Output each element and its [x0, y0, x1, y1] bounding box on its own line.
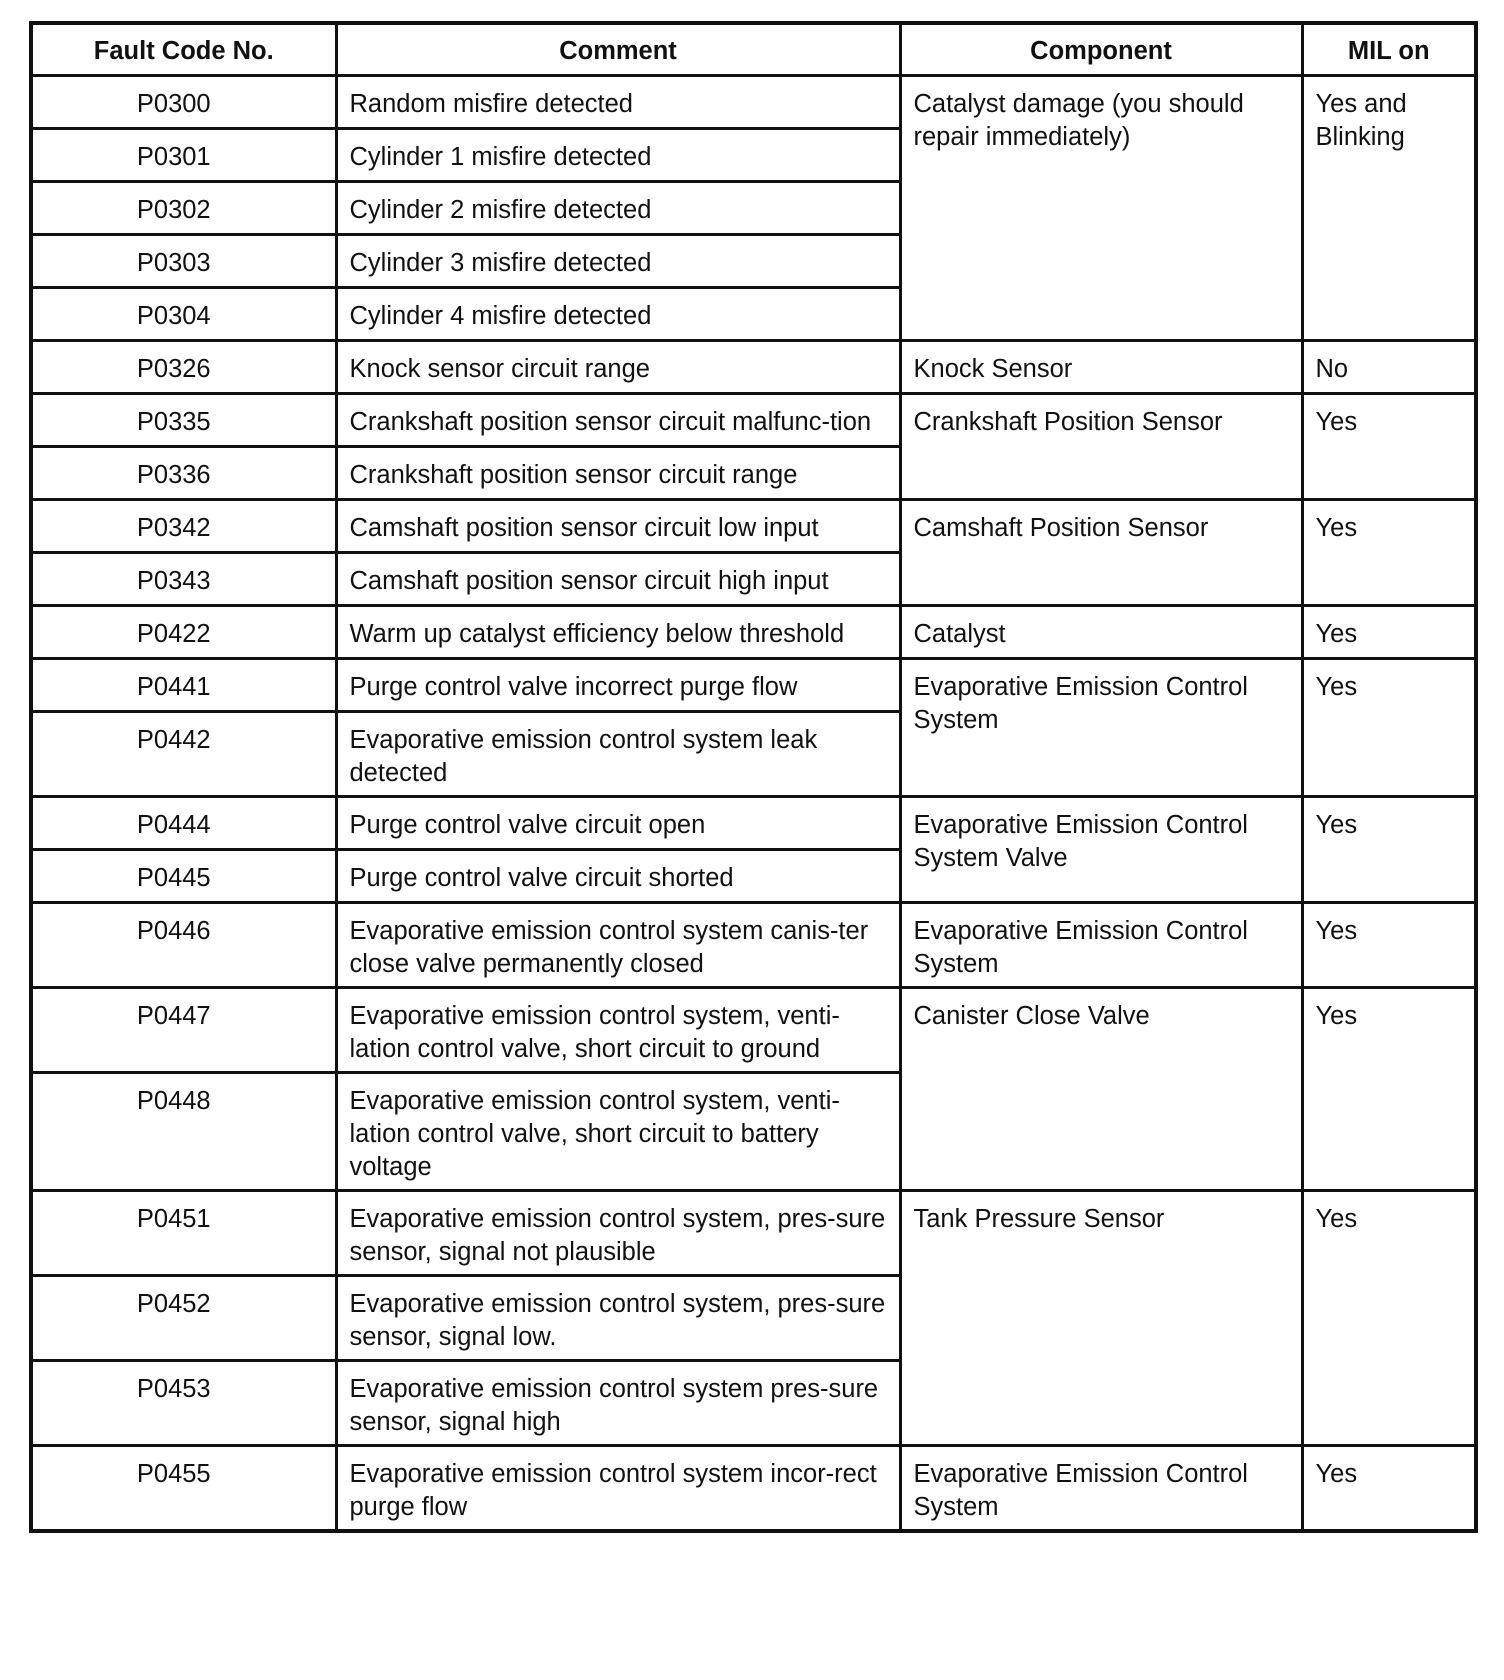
- comment-cell: Warm up catalyst efficiency below threshold: [336, 606, 900, 659]
- fault-code-cell: P0453: [31, 1361, 336, 1446]
- table-row: [31, 988, 1476, 1073]
- component-cell: Evaporative Emission Control System: [900, 903, 1302, 988]
- component-cell: Crankshaft Position Sensor: [900, 394, 1302, 500]
- comment-cell: Crankshaft position sensor circuit range: [336, 447, 900, 500]
- mil-cell: Yes: [1302, 659, 1476, 797]
- header-component: Component: [900, 23, 1302, 76]
- table-row: [31, 76, 1476, 129]
- table-row: [31, 903, 1476, 988]
- fault-code-cell: P0448: [31, 1073, 336, 1191]
- mil-cell: Yes: [1302, 1446, 1476, 1532]
- comment-cell: Cylinder 1 misfire detected: [336, 129, 900, 182]
- component-cell: Catalyst damage (you should repair immediately): [900, 76, 1302, 341]
- mil-cell: Yes: [1302, 394, 1476, 500]
- fault-code-cell: P0445: [31, 850, 336, 903]
- comment-cell: Camshaft position sensor circuit low input: [336, 500, 900, 553]
- comment-cell: Evaporative emission control system, venti-lation control valve, short circuit to ground: [336, 988, 900, 1073]
- fault-code-cell: P0336: [31, 447, 336, 500]
- comment-cell: Evaporative emission control system, venti-lation control valve, short circuit to battery voltage: [336, 1073, 900, 1191]
- fault-code-cell: P0455: [31, 1446, 336, 1532]
- mil-cell: Yes: [1302, 988, 1476, 1191]
- mil-cell: No: [1302, 341, 1476, 394]
- mil-cell: Yes: [1302, 500, 1476, 606]
- comment-cell: Evaporative emission control system, pres-sure sensor, signal low.: [336, 1276, 900, 1361]
- comment-cell: Evaporative emission control system leak detected: [336, 712, 900, 797]
- comment-cell: Evaporative emission control system canis-ter close valve permanently closed: [336, 903, 900, 988]
- comment-cell: Purge control valve circuit shorted: [336, 850, 900, 903]
- mil-cell: Yes and Blinking: [1302, 76, 1476, 341]
- component-cell: Camshaft Position Sensor: [900, 500, 1302, 606]
- fault-code-cell: P0422: [31, 606, 336, 659]
- comment-cell: Evaporative emission control system, pres-sure sensor, signal not plausible: [336, 1191, 900, 1276]
- table-row: [31, 500, 1476, 553]
- fault-code-cell: P0444: [31, 797, 336, 850]
- mil-cell: Yes: [1302, 797, 1476, 903]
- table-row: [31, 341, 1476, 394]
- comment-cell: Knock sensor circuit range: [336, 341, 900, 394]
- mil-cell: Yes: [1302, 1191, 1476, 1446]
- comment-cell: Cylinder 3 misfire detected: [336, 235, 900, 288]
- comment-cell: Crankshaft position sensor circuit malfunc-tion: [336, 394, 900, 447]
- component-cell: Canister Close Valve: [900, 988, 1302, 1191]
- component-cell: Knock Sensor: [900, 341, 1302, 394]
- fault-code-cell: P0342: [31, 500, 336, 553]
- component-cell: Catalyst: [900, 606, 1302, 659]
- fault-code-cell: P0447: [31, 988, 336, 1073]
- fault-code-cell: P0442: [31, 712, 336, 797]
- comment-cell: Camshaft position sensor circuit high input: [336, 553, 900, 606]
- comment-cell: Cylinder 2 misfire detected: [336, 182, 900, 235]
- comment-cell: Purge control valve incorrect purge flow: [336, 659, 900, 712]
- fault-code-cell: P0441: [31, 659, 336, 712]
- fault-code-cell: P0335: [31, 394, 336, 447]
- mil-cell: Yes: [1302, 606, 1476, 659]
- mil-cell: Yes: [1302, 903, 1476, 988]
- table-row: [31, 659, 1476, 712]
- header-mil-on: MIL on: [1302, 23, 1476, 76]
- component-cell: Evaporative Emission Control System: [900, 1446, 1302, 1532]
- fault-code-cell: P0304: [31, 288, 336, 341]
- fault-code-cell: P0452: [31, 1276, 336, 1361]
- comment-cell: Cylinder 4 misfire detected: [336, 288, 900, 341]
- fault-code-cell: P0300: [31, 76, 336, 129]
- fault-code-cell: P0446: [31, 903, 336, 988]
- component-cell: Evaporative Emission Control System: [900, 659, 1302, 797]
- component-cell: Evaporative Emission Control System Valve: [900, 797, 1302, 903]
- fault-code-table: [29, 21, 1478, 1533]
- comment-cell: Purge control valve circuit open: [336, 797, 900, 850]
- table-row: [31, 394, 1476, 447]
- fault-code-cell: P0303: [31, 235, 336, 288]
- table-row: [31, 797, 1476, 850]
- fault-code-cell: P0343: [31, 553, 336, 606]
- fault-code-cell: P0326: [31, 341, 336, 394]
- comment-cell: Evaporative emission control system incor-rect purge flow: [336, 1446, 900, 1532]
- comment-cell: Random misfire detected: [336, 76, 900, 129]
- table-row: [31, 606, 1476, 659]
- comment-cell: Evaporative emission control system pres-sure sensor, signal high: [336, 1361, 900, 1446]
- header-comment: Comment: [336, 23, 900, 76]
- fault-code-cell: P0302: [31, 182, 336, 235]
- table-row: [31, 1191, 1476, 1276]
- fault-code-cell: P0301: [31, 129, 336, 182]
- component-cell: Tank Pressure Sensor: [900, 1191, 1302, 1446]
- header-row: [31, 23, 1476, 76]
- header-fault-code: Fault Code No.: [31, 23, 336, 76]
- table-row: [31, 1446, 1476, 1532]
- fault-code-cell: P0451: [31, 1191, 336, 1276]
